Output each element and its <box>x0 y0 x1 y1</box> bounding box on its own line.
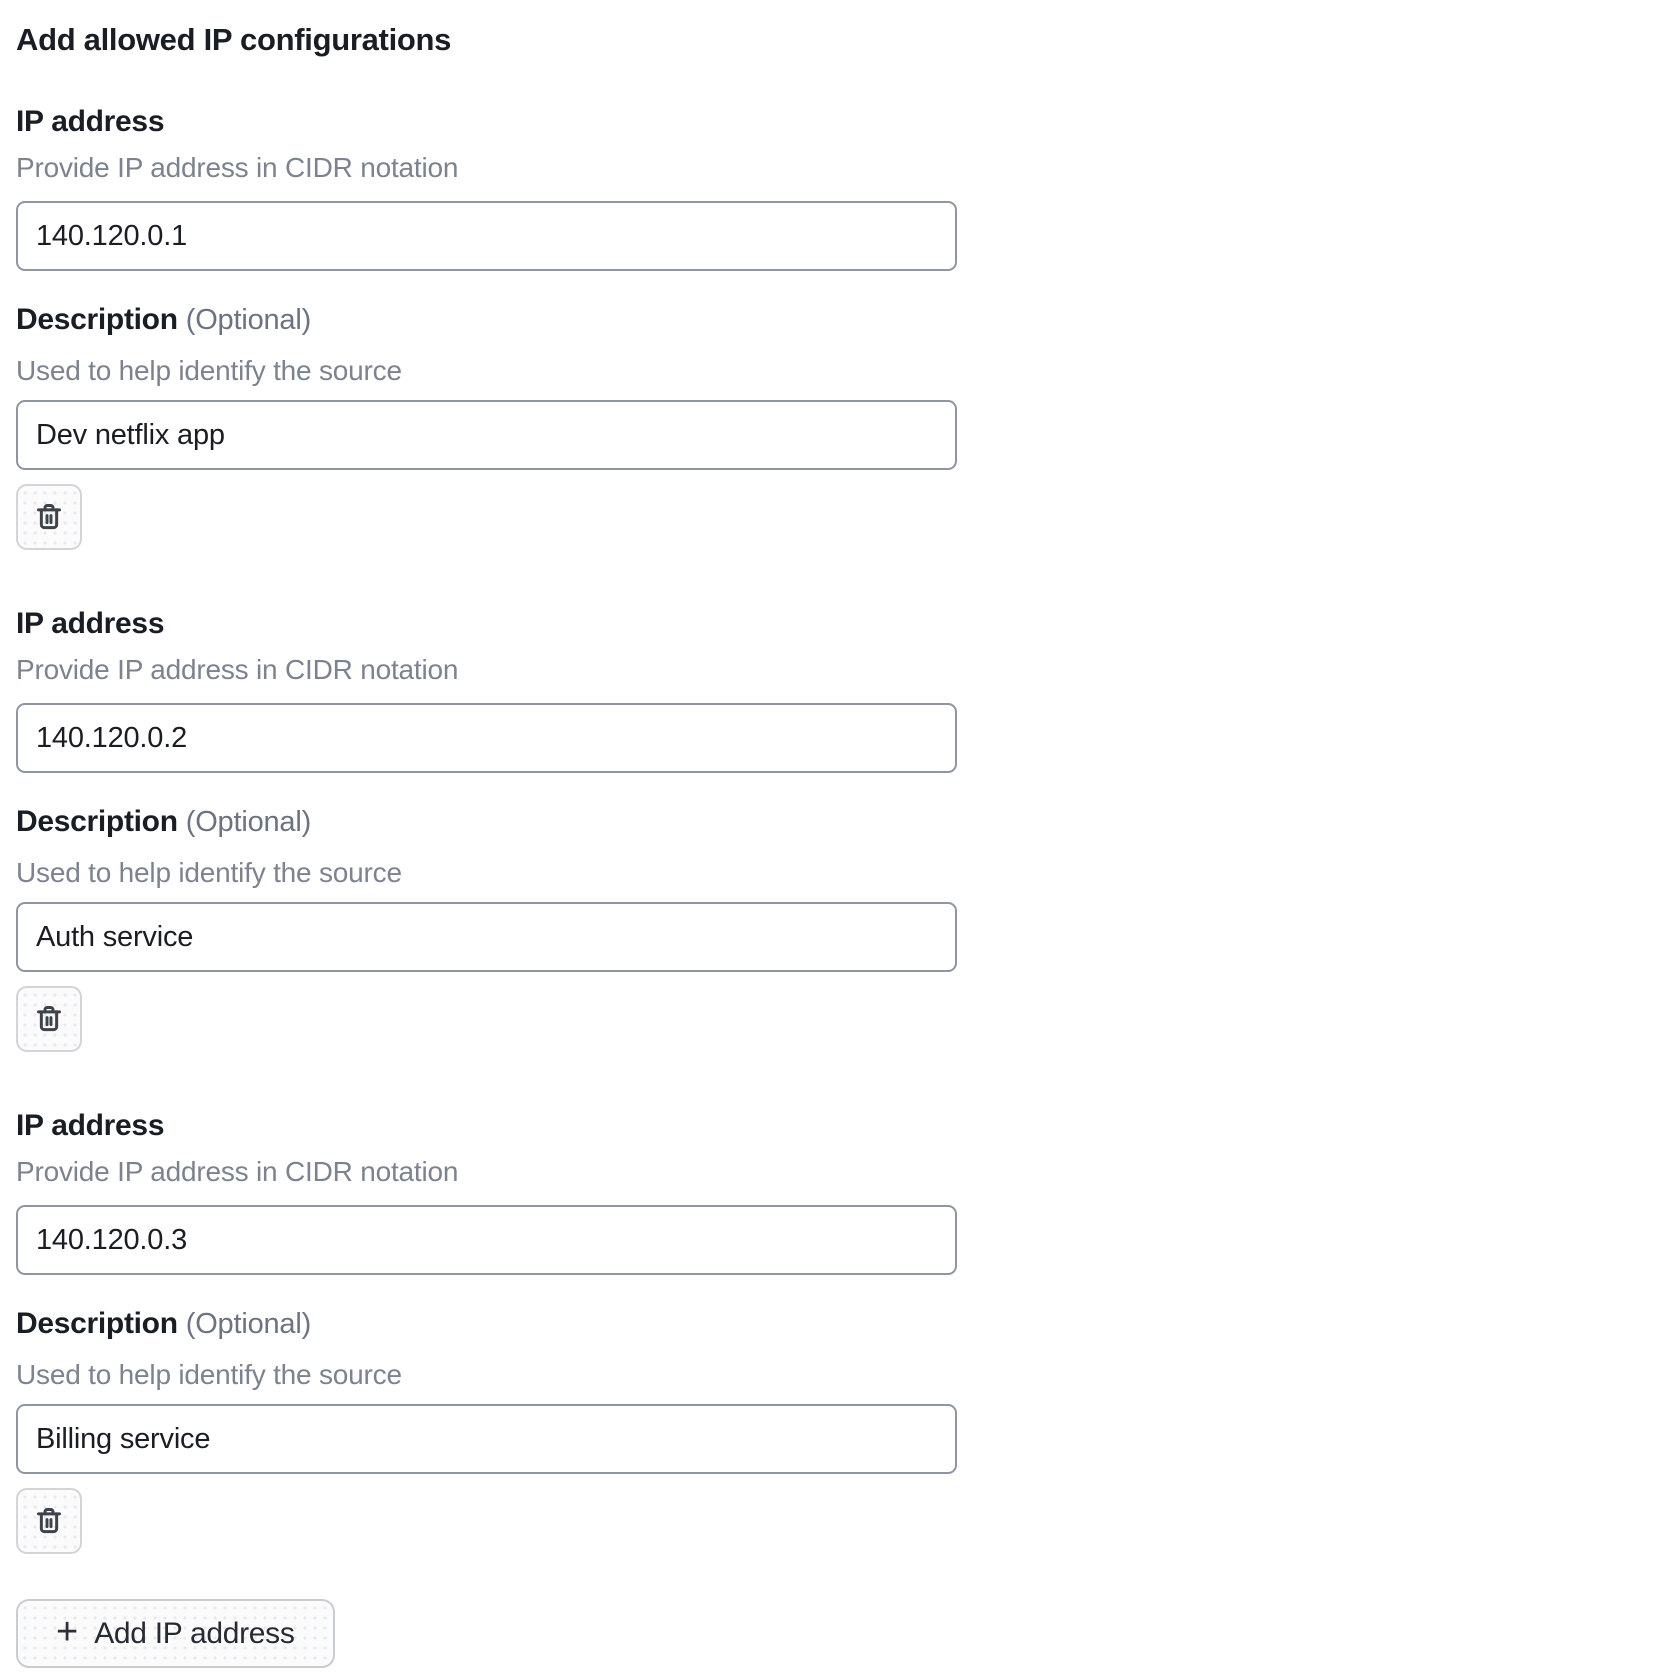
description-label: Description <box>16 1307 178 1340</box>
description-input[interactable] <box>16 902 957 972</box>
ip-address-label: IP address <box>16 607 165 640</box>
trash-icon <box>32 1504 66 1538</box>
page-title: Add allowed IP configurations <box>16 22 452 57</box>
trash-icon <box>32 1002 66 1036</box>
add-ip-address-button[interactable] <box>16 1599 335 1668</box>
add-ip-address-button-label: Add IP address <box>94 1616 295 1650</box>
description-helper: Used to help identify the source <box>16 1359 402 1390</box>
ip-entry-2 <box>16 605 1672 1052</box>
ip-address-label: IP address <box>16 105 165 138</box>
ip-address-helper: Provide IP address in CIDR notation <box>16 152 459 183</box>
description-label-row <box>16 803 1672 846</box>
description-label-row <box>16 1305 1672 1348</box>
ip-address-helper: Provide IP address in CIDR notation <box>16 1156 459 1187</box>
description-label: Description <box>16 303 178 336</box>
description-label-row <box>16 301 1672 344</box>
delete-entry-button[interactable] <box>16 986 82 1052</box>
description-optional-label: (Optional) <box>185 806 312 838</box>
delete-entry-button[interactable] <box>16 484 82 550</box>
description-optional-label: (Optional) <box>185 304 312 336</box>
ip-address-input[interactable] <box>16 201 957 271</box>
ip-address-label: IP address <box>16 1109 165 1142</box>
description-input[interactable] <box>16 1404 957 1474</box>
ip-entry-3 <box>16 1107 1672 1554</box>
trash-icon <box>32 500 66 534</box>
plus-icon: + <box>56 1610 79 1653</box>
description-label: Description <box>16 805 178 838</box>
ip-entry-1 <box>16 103 1672 550</box>
description-optional-label: (Optional) <box>185 1308 312 1340</box>
description-helper: Used to help identify the source <box>16 857 402 888</box>
ip-address-input[interactable] <box>16 1205 957 1275</box>
description-helper: Used to help identify the source <box>16 355 402 386</box>
ip-address-helper: Provide IP address in CIDR notation <box>16 654 459 685</box>
description-input[interactable] <box>16 400 957 470</box>
delete-entry-button[interactable] <box>16 1488 82 1554</box>
add-ip-row <box>16 1599 1672 1668</box>
ip-address-input[interactable] <box>16 703 957 773</box>
